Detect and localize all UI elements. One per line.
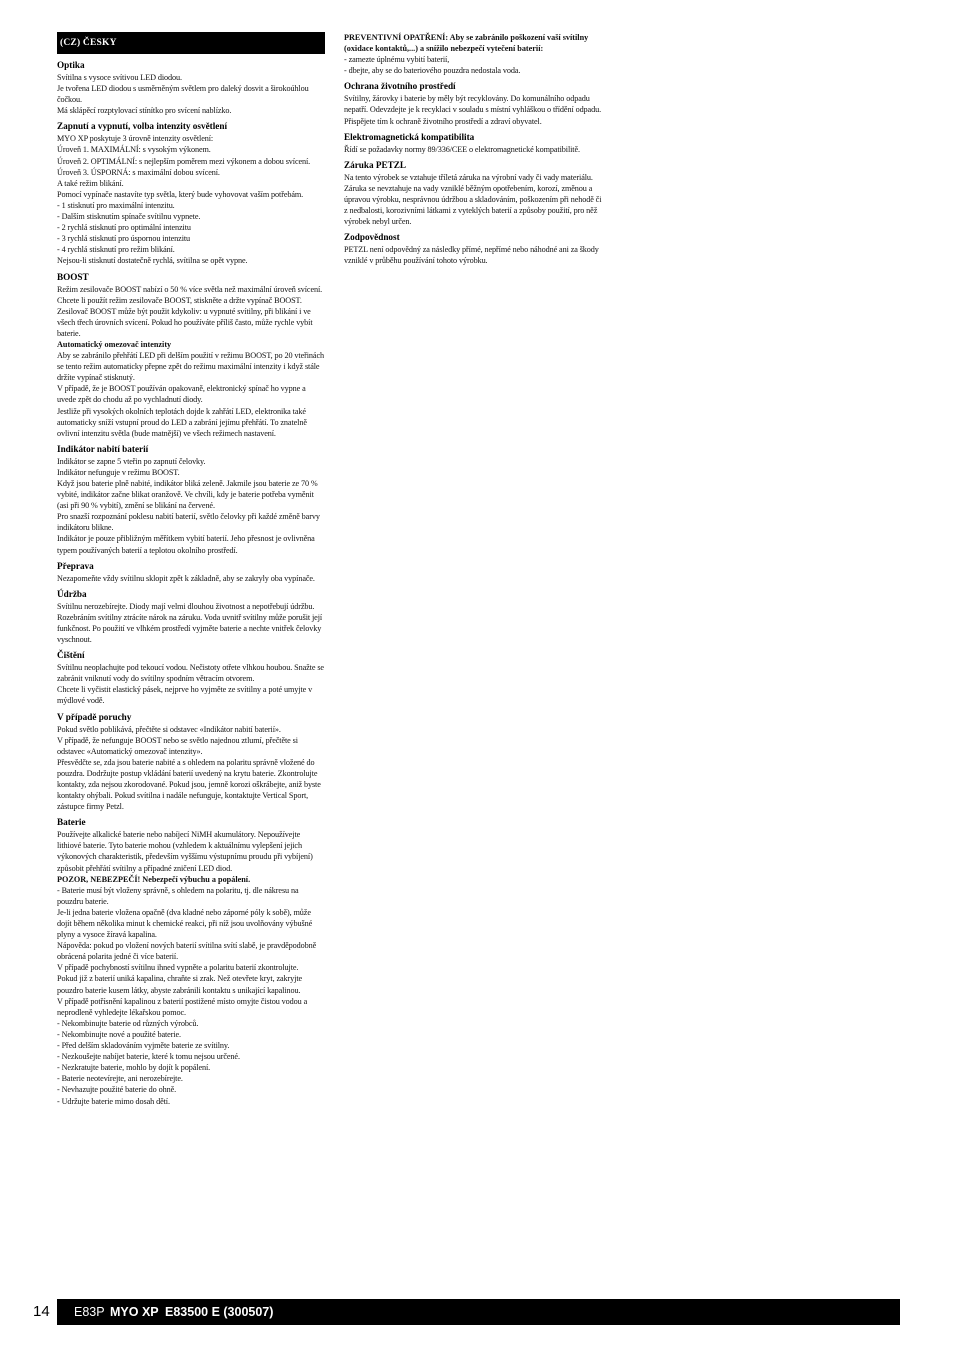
section-preventivni	[344, 32, 606, 76]
section-optika	[57, 60, 325, 116]
section-udrzba	[57, 589, 325, 645]
footer-bar	[57, 1299, 900, 1325]
section-boost	[57, 272, 325, 439]
section-text: Indikátor se zapne 5 vteřin po zapnutí čelovky. Indikátor nefunguje v režimu BOOST. Když jsou baterie plně nabité, indikátor bliká zeleně. Jakmile jsou baterie ze 70 % vybité, indikátor začne blikat oranžově. Ve chvíli, kdy je baterie potřeba vyměnit (asi při 90 % vybití), změní se blikání na červené. Pro snazší rozpoznání poklesu nabití baterií, světlo čelovky při každé změně barvy indikátoru blikne. Indikátor je pouze přibližným měřítkem vybití baterií. Jeho přesnost je ovlivněna typem používaných baterií a teplotou okolního prostředí.	[57, 456, 320, 555]
page-footer	[0, 1299, 954, 1325]
section-title: Ochrana životního prostředí	[344, 81, 456, 92]
section-ochrana	[344, 81, 606, 126]
section-zaruka	[344, 160, 606, 227]
section-text-2: - Baterie musí být vloženy správně, s ohledem na polaritu, tj. dle nákresu na pouzdru baterie. Je-li jedna baterie vložena opačně (dva kladné nebo záporné póly k sobě), může dojít během několika minut k chemické reakci, při níž jsou uvolňovány výbušné plyny a vysoce žíravá kapalina. Nápověda: pokud po vložení nových baterií svítilna svítí slabě, je pravděpodobně obrácená polarita jedné či více baterií. V případě pochybností svítilnu ihned vypněte a polaritu baterií zkontrolujte. Pokud již z baterií uniká kapalina, chraňte si zrak. Než otevřete kryt, zakryjte pouzdro baterie kusem látky, abyste zabránili kontaktu s unikající kapalinou. V případě potřísnění kapalinou z baterií postižené místo omyjte čistou vodou a neprodleně vyhledejte lékařskou pomoc. - Nekombinujte baterie od různých výrobců. - Nekombinujte nové a použité baterie. - Před delším skladováním vyjměte baterie ze svítilny. - Nezkoušejte nabíjet baterie, které k tomu nejsou určené. - Nezkratujte baterie, mohlo by dojít k popálení. - Baterie neotevírejte, ani nerozebírejte. - Nevhazujte použité baterie do ohně. - Udržujte baterie mimo dosah dětí.	[57, 885, 317, 1106]
section-title: Elektromagnetická kompatibilita	[344, 131, 475, 142]
left-column	[57, 32, 325, 1107]
section-text: Svítilna s vysoce svítivou LED diodou. Je tvořena LED diodou s usměrněným světlem pro daleký dosvit a širokoúhlou čočkou. Má sklápěcí rozptylovací stínítko pro svícení nablízko.	[57, 73, 309, 116]
section-title: V případě poruchy	[57, 711, 132, 722]
section-text: Pokud světlo poblikává, přečtěte si odstavec «Indikátor nabití baterií». V případě, že nefunguje BOOST nebo se světlo najednou ztlumí, přečtěte si odstavec «Automatický omezovač intenzity». Přesvědčte se, zda jsou baterie nabité a s ohledem na polaritu správně vložené do pouzdra. Dodržujte postup vkládání baterií uvedený na krytu baterie. Zkontrolujte kontakty, zda nejsou zkorodované. Pokud jsou, jemně korozi oškrábejte, aniž byste kontakty ohýbali. Pokud svítilna i nadále nefunguje, kontaktujte Vertical Sport, zástupce firmy Petzl.	[57, 724, 321, 812]
section-emc	[344, 132, 606, 155]
section-title: Baterie	[57, 817, 86, 828]
section-zapnuti	[57, 121, 325, 266]
section-text: Svítilny, žárovky i baterie by měly být recyklovány. Do komunálního odpadu nepatří. Odevzdejte je k recyklaci v souladu s místní vyhláškou o třídění odpadu. Přispějete tím k ochraně životního prostředí a zdraví obyvatel.	[344, 94, 602, 126]
section-title: BOOST	[57, 271, 89, 282]
section-text: Řídí se požadavky normy 89/336/CEE o elektromagnetické kompatibilitě.	[344, 144, 580, 154]
section-title: Zodpovědnost	[344, 232, 400, 243]
section-title: Čištění	[57, 650, 85, 661]
section-title: Údržba	[57, 588, 87, 599]
section-text: Na tento výrobek se vztahuje tříletá záruka na výrobní vady či vady materiálu. Záruka se nevztahuje na vady vzniklé běžným opotřebením, korozí, změnou a úpravou výrobku, nesprávnou údržbou a skladováním, poškozením při nehodě či z nedbalosti, korozivními látkami z vyteklých baterií a způsoby použití, pro něž výrobek nebyl určen.	[344, 172, 602, 227]
section-baterie	[57, 817, 325, 1106]
section-text: Svítilnu neoplachujte pod tekoucí vodou. Nečistoty otřete vlhkou houbou. Snažte se zabránit vniknutí vody do svítilny spodním větracím otvorem. Chcete li vyčistit elastický pásek, nejprve ho vyjměte ze svítilny a poté umyjte v mýdlové vodě.	[57, 663, 324, 706]
section-porucha	[57, 712, 325, 813]
section-text: MYO XP poskytuje 3 úrovně intenzity osvětlení: Úroveň 1. MAXIMÁLNÍ: s vysokým výkonem. Úroveň 2. OPTIMÁLNÍ: s nejlepším poměrem mezi výkonem a dobou svícení. Úroveň 3. ÚSPORNÁ: s maximální dobou svícení. A také režim blikání. Pomocí vypínače nastavíte typ světla, který bude vyhovovat vaším potřebám. - 1 stisknutí pro maximální intenzitu. - Dalším stisknutím spínače svítilnu vypnete. - 2 rychlá stisknutí pro optimální intenzitu - 3 rychlá stisknutí pro úspornou intenzitu - 4 rychlá stisknutí pro režim blikání. Nejsou-li stisknutí dostatečně rychlá, svítilna se opět vypne.	[57, 134, 311, 266]
section-indikator	[57, 444, 325, 556]
section-text: Režim zesilovače BOOST nabízí o 50 % více světla než maximální úroveň svícení. Chcete li použít režim zesilovače BOOST, stiskněte a držte vypínač BOOST. Zesilovač BOOST může být použit kdykoliv: u vypnuté svítilny, při blikání i ve všech třech úrovních svícení. Pokud ho používáte příliš často, může rychle vybít baterie.	[57, 284, 323, 338]
language-header: (CZ) ČESKY	[57, 32, 325, 54]
section-text: PETZL není odpovědný za následky přímé, nepřímé nebo náhodné ani za škody vzniklé v průběhu používání tohoto výrobku.	[344, 245, 599, 266]
document-reference: E83500 E (300507)	[165, 1305, 274, 1319]
section-title: Záruka PETZL	[344, 159, 407, 170]
product-name: MYO XP	[110, 1305, 159, 1319]
section-subtitle: POZOR, NEBEZPEČÍ! Nebezpečí výbuchu a popálení.	[57, 874, 251, 884]
section-title: Indikátor nabití baterií	[57, 443, 149, 454]
section-text: Používejte alkalické baterie nebo nabíjecí NiMH akumulátory. Nepoužívejte lithiové baterie. Tyto baterie mohou (vzhledem k aktuálnímu vylepšení jejich výkonových charakteristik, především vyššímu výstupnímu proudu při vybíjení) způsobit přehřátí svítilny a případné zničení LED diod.	[57, 830, 313, 873]
section-zodpovednost	[344, 232, 606, 266]
section-text: Nezapomeňte vždy svítilnu sklopit zpět k základně, aby se zakryly oba vypínače.	[57, 573, 315, 583]
right-column	[344, 32, 606, 266]
section-text: Svítilnu nerozebírejte. Diody mají velmi dlouhou životnost a nepotřebují údržbu. Rozebráním svítilny ztrácíte nárok na záruku. Voda uvnitř svítilny může porušit její funkčnost. Po použití ve vlhkém prostředí vyjměte baterie a nechte vnitřek čelovky vyschnout.	[57, 601, 323, 645]
section-subtitle: Automatický omezovač intenzity	[57, 339, 172, 349]
section-title: Přeprava	[57, 560, 94, 571]
section-text: - zamezte úplnému vybití baterií, - dbejte, aby se do bateriového pouzdra nedostala voda.	[344, 55, 521, 76]
page-number: 14	[33, 1303, 50, 1320]
section-lead: PREVENTIVNÍ OPATŘENÍ: Aby se zabránilo poškození vaší svítilny (oxidace kontaktů,...) a snížilo nebezpečí vytečení baterií:	[344, 33, 589, 54]
section-cisteni	[57, 650, 325, 706]
document-code: E83P	[74, 1305, 105, 1319]
section-text-2: Aby se zabránilo přehřátí LED při delším použití v režimu BOOST, po 20 vteřinách se tento režim automaticky přepne zpět do režimu maximální intenzity i když stále držíte vypínač stisknutý. V případě, že je BOOST používán opakovaně, elektronický spínač ho vypne a uvede zpět do chodu až po vychladnutí diody. Jestliže při vysokých okolních teplotách dojde k zahřátí LED, elektronika také automaticky sníží vstupní proud do LED a zabrání jejímu přehřátí. To znatelně ovlivní intenzitu světla (bude matnější) ve všech režimech nastavení.	[57, 351, 324, 438]
section-title: Optika	[57, 60, 85, 70]
section-preprava	[57, 561, 325, 584]
section-title: Zapnutí a vypnutí, volba intenzity osvětlení	[57, 121, 227, 132]
